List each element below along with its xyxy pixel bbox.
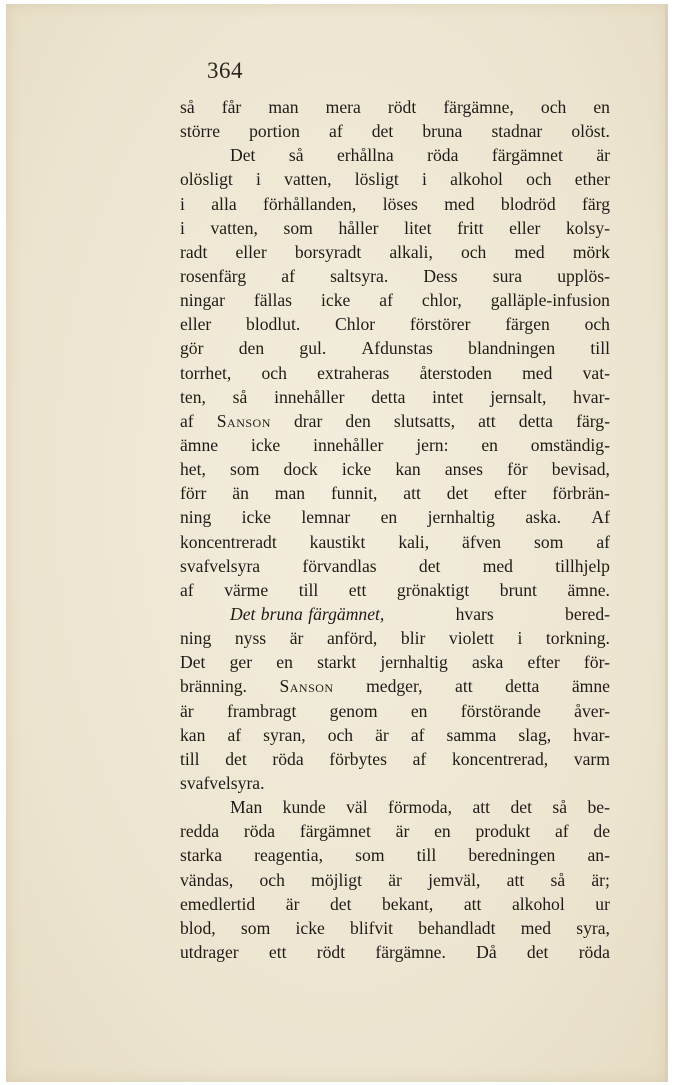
word: het, — [180, 459, 206, 480]
word: mera — [325, 97, 361, 117]
word — [230, 602, 384, 626]
word: icke — [321, 290, 351, 311]
word: af — [412, 748, 427, 769]
word: detta — [505, 676, 540, 697]
word: hvar- — [573, 386, 610, 407]
page-edge — [665, 4, 668, 1082]
word: återstoden — [419, 362, 492, 383]
word: rödt — [316, 941, 346, 962]
word: blod, — [180, 917, 216, 938]
word: är — [596, 145, 610, 166]
word: kaustikt — [309, 531, 366, 552]
word: så — [180, 97, 195, 117]
word: syra, — [576, 917, 610, 938]
word: och — [460, 241, 487, 262]
text-line — [180, 361, 610, 385]
word: kan — [180, 724, 206, 745]
word: färgen — [505, 314, 550, 335]
word: ning — [180, 507, 212, 528]
word: man — [268, 97, 299, 117]
word: Afdunstas — [361, 338, 433, 359]
word: i — [256, 169, 261, 190]
word: och — [584, 314, 610, 335]
word: alkali, — [389, 241, 433, 262]
word: bruna — [422, 121, 463, 142]
word: mörk — [572, 241, 610, 262]
word: en — [593, 97, 610, 117]
word: jernhaltig — [427, 507, 495, 528]
word: svafvelsyra — [180, 555, 261, 576]
word: koncentreradt — [180, 531, 277, 552]
word: förstörer — [409, 314, 471, 335]
word: en — [380, 507, 398, 528]
word: som — [230, 459, 260, 480]
text-line — [180, 167, 610, 191]
word: väl — [346, 797, 368, 818]
word: Man — [230, 797, 263, 818]
text-line — [180, 916, 610, 940]
text-line — [180, 288, 610, 312]
word: förhållanden, — [263, 193, 357, 214]
word: eller — [180, 314, 212, 335]
word: vatten, — [284, 169, 332, 190]
word: be- — [587, 797, 610, 818]
word: att — [455, 676, 473, 697]
word: hvar- — [573, 724, 610, 745]
word: af — [281, 265, 295, 286]
word: nyss — [234, 628, 267, 649]
word: är — [375, 724, 389, 745]
word: af — [379, 290, 393, 311]
word: än — [232, 483, 249, 504]
word: ämne — [571, 676, 610, 697]
word: radt — [180, 241, 208, 262]
word: får — [221, 97, 242, 117]
word: ningar — [180, 290, 225, 311]
word: omständig- — [530, 434, 610, 455]
word: förvandlas — [302, 555, 377, 576]
word: är — [289, 628, 304, 649]
word: värme — [224, 579, 269, 600]
word: förmoda, — [388, 797, 453, 818]
word: starka — [180, 845, 223, 866]
word: det — [526, 941, 549, 962]
word: af — [180, 410, 194, 431]
word: aska. — [525, 507, 562, 528]
word: bränning. — [180, 676, 247, 697]
word: af — [329, 121, 343, 142]
word: redda — [180, 821, 220, 842]
word: att — [463, 893, 482, 914]
word: att — [403, 483, 421, 504]
word: och — [540, 97, 567, 117]
word: den — [345, 410, 371, 431]
text-line — [180, 578, 610, 602]
word: ether — [574, 169, 610, 190]
word: för — [507, 459, 528, 480]
word: af — [180, 579, 194, 600]
word: bekant, — [382, 893, 434, 914]
word: blandningen — [468, 338, 556, 359]
text-line — [180, 385, 610, 409]
word: vat- — [582, 362, 610, 383]
text-line — [180, 336, 610, 360]
word: torrhet, — [180, 362, 232, 383]
text-line — [180, 505, 610, 529]
word: funnit, — [330, 483, 378, 504]
word: alkohol — [450, 169, 503, 190]
word: är — [180, 700, 194, 721]
word: färgämne. — [375, 941, 446, 962]
word: extraheras — [317, 362, 390, 383]
word: och — [526, 169, 552, 190]
word: svafvelsyra. — [180, 772, 265, 793]
word: behandladt — [418, 917, 496, 938]
word: aska — [472, 652, 504, 673]
word: Det — [180, 652, 206, 673]
text-line — [180, 119, 610, 143]
word: lösligt — [354, 169, 399, 190]
word: utdrager — [180, 941, 239, 962]
word: anförd, — [326, 628, 378, 649]
text-line — [180, 530, 610, 554]
word: upplös- — [557, 265, 610, 286]
word: större — [180, 121, 221, 142]
word: är; — [591, 869, 610, 890]
word: och — [259, 869, 285, 890]
word: koncentrerad, — [451, 748, 549, 769]
text-line — [180, 771, 610, 795]
word: dock — [283, 459, 318, 480]
word: man — [274, 483, 306, 504]
word: en — [481, 434, 498, 455]
word: en — [276, 652, 293, 673]
word: Det — [230, 145, 256, 166]
word: ning — [180, 628, 212, 649]
word: gul. — [299, 338, 327, 359]
text-line — [180, 723, 610, 747]
word: erhållna — [337, 145, 394, 166]
word: icke — [241, 507, 271, 528]
word: emedlertid — [180, 893, 256, 914]
word: anses — [444, 459, 483, 480]
word: ett — [268, 941, 287, 962]
text-line — [180, 674, 610, 698]
word: saltsyra. — [330, 265, 389, 286]
word: alkohol — [511, 893, 565, 914]
word: torkning. — [545, 628, 610, 649]
author-name: Sanson — [279, 676, 334, 697]
word: rosenfärg — [180, 265, 247, 286]
word: med — [482, 555, 513, 576]
word: för- — [583, 652, 610, 673]
word: att — [506, 869, 525, 890]
word: färgämnet — [299, 821, 371, 842]
word: slag, — [518, 724, 552, 745]
word: jern: — [416, 434, 449, 455]
body-text — [180, 95, 610, 964]
word: till — [180, 748, 200, 769]
word: kan — [395, 459, 421, 480]
word: som — [355, 845, 385, 866]
word: möjligt — [311, 869, 362, 890]
word: röda — [272, 748, 304, 769]
text-line — [180, 95, 610, 119]
word: reagentia, — [254, 845, 324, 866]
word: Dess — [423, 265, 458, 286]
word: en — [410, 700, 428, 721]
word: färg- — [576, 410, 610, 431]
word: detta — [518, 410, 553, 431]
word: eller — [235, 241, 267, 262]
word: grönaktigt — [396, 579, 470, 600]
word: slutsatts, — [393, 410, 456, 431]
word: ett — [348, 579, 367, 600]
word: alla — [211, 193, 237, 214]
word: efter — [494, 483, 527, 504]
word: det — [418, 555, 441, 576]
word: det — [510, 797, 532, 818]
word: litet — [404, 217, 432, 238]
word: rödt — [387, 97, 417, 117]
word: medger, — [366, 676, 423, 697]
page-number: 364 — [207, 58, 243, 83]
word: detta — [371, 386, 406, 407]
word: så — [232, 386, 248, 407]
word: som — [240, 917, 271, 938]
text-line — [180, 699, 610, 723]
word: det — [371, 121, 394, 142]
word: brunt — [499, 579, 537, 600]
word: att — [478, 410, 496, 431]
text-line — [180, 554, 610, 578]
word: kolsy- — [565, 217, 610, 238]
text-line — [180, 626, 610, 650]
word: varm — [573, 748, 610, 769]
word: starkt — [317, 652, 357, 673]
word: beredningen — [468, 845, 556, 866]
word: i — [517, 628, 523, 649]
text-line — [180, 143, 610, 167]
word: är — [388, 869, 402, 890]
word: tillhjelp — [555, 555, 610, 576]
word: förstörande — [460, 700, 541, 721]
word: portion — [249, 121, 300, 142]
word: af — [227, 724, 242, 745]
word: Chlor — [335, 314, 376, 335]
word: genom — [329, 700, 378, 721]
word: af — [410, 724, 425, 745]
word: frambragt — [226, 700, 297, 721]
word: en — [434, 821, 451, 842]
word: af — [554, 821, 569, 842]
word: så — [550, 869, 566, 890]
text-line — [180, 843, 610, 867]
word: icke — [341, 459, 372, 480]
word: är — [285, 893, 300, 914]
word: så — [288, 145, 304, 166]
word: äfven — [462, 531, 502, 552]
word: förr — [180, 483, 207, 504]
text-line — [180, 312, 610, 336]
word: kali, — [398, 531, 430, 552]
word: vändas, — [180, 869, 234, 890]
word: åver- — [574, 700, 610, 721]
word: borsyradt — [294, 241, 362, 262]
word: ten, — [180, 386, 206, 407]
word: röda — [427, 145, 459, 166]
word: kunde — [282, 797, 326, 818]
word: lemnar — [301, 507, 351, 528]
word: och — [327, 724, 354, 745]
word: galläple-infusion — [490, 290, 610, 311]
word: samma — [446, 724, 497, 745]
text-line — [180, 457, 610, 481]
word: att — [472, 797, 491, 818]
author-name: Sanson — [216, 410, 271, 431]
word: jemväl, — [428, 869, 481, 890]
word: stadnar — [491, 121, 543, 142]
word: till — [298, 579, 319, 600]
word: bered- — [565, 603, 610, 624]
word: icke — [250, 434, 281, 455]
word: blir — [400, 628, 426, 649]
word: Då — [476, 941, 497, 962]
word: det — [225, 748, 247, 769]
word: i — [422, 169, 427, 190]
text-line — [180, 602, 610, 626]
word: är — [395, 821, 410, 842]
word: med — [444, 193, 475, 214]
word: fällas — [253, 290, 293, 311]
word: till — [590, 338, 610, 359]
text-line — [180, 481, 610, 505]
word: i — [180, 217, 185, 238]
word: det — [446, 483, 469, 504]
text-line — [180, 240, 610, 264]
word: ämne. — [567, 579, 610, 600]
word: löses — [382, 193, 418, 214]
word: ger — [229, 652, 253, 673]
word: bevisad, — [551, 459, 610, 480]
word: an- — [587, 845, 610, 866]
word: och — [261, 362, 287, 383]
text-line — [180, 409, 610, 433]
word: den — [238, 338, 265, 359]
word: förbytes — [329, 748, 387, 769]
word: färgämnet — [491, 145, 563, 166]
text-line — [180, 940, 610, 964]
word: af — [596, 531, 610, 552]
word: eller — [509, 217, 541, 238]
word: med — [520, 917, 552, 938]
word: sura — [492, 265, 523, 286]
word: färgämne, — [443, 97, 514, 117]
word: innehåller — [313, 434, 384, 455]
word: intet — [432, 386, 464, 407]
word: så — [552, 797, 568, 818]
word: de — [593, 821, 610, 842]
word: ämne — [180, 434, 219, 455]
text-line — [180, 747, 610, 771]
word: ur — [595, 893, 610, 914]
word: blifvit — [350, 917, 394, 938]
word: blodröd — [500, 193, 556, 214]
text-line — [180, 892, 610, 916]
word: vatten, — [210, 217, 258, 238]
word: olöst. — [571, 121, 610, 142]
text-line — [180, 264, 610, 288]
text-line — [180, 192, 610, 216]
text-line — [180, 868, 610, 892]
word: röda — [578, 941, 610, 962]
word: jernhaltig — [380, 652, 448, 673]
word: som — [283, 217, 313, 238]
word: färg — [581, 193, 610, 214]
word: röda — [243, 821, 276, 842]
word: icke — [295, 917, 325, 938]
word: det — [329, 893, 352, 914]
italic-phrase: Det bruna färgämnet, — [230, 603, 385, 624]
word: till — [416, 845, 437, 866]
word: i — [180, 193, 185, 214]
text-line — [180, 819, 610, 843]
word: innehåller — [274, 386, 345, 407]
word: med — [522, 362, 553, 383]
word: efter — [527, 652, 560, 673]
word: Af — [591, 507, 610, 528]
word: olösligt — [180, 169, 233, 190]
word: produkt — [475, 821, 531, 842]
word: gör — [180, 338, 204, 359]
word: fritt — [457, 217, 484, 238]
text-line — [180, 216, 610, 240]
text-line — [180, 650, 610, 674]
word: syran, — [263, 724, 306, 745]
word: som — [534, 531, 564, 552]
word: chlor, — [421, 290, 462, 311]
word: hvars — [455, 603, 494, 624]
text-line — [180, 433, 610, 457]
text-line — [180, 795, 610, 819]
word: förbrän- — [552, 483, 610, 504]
word: med — [514, 241, 545, 262]
word: drar — [293, 410, 323, 431]
word: blodlut. — [246, 314, 301, 335]
word: håller — [338, 217, 379, 238]
word: jernsalt, — [490, 386, 547, 407]
word: violett — [448, 628, 494, 649]
